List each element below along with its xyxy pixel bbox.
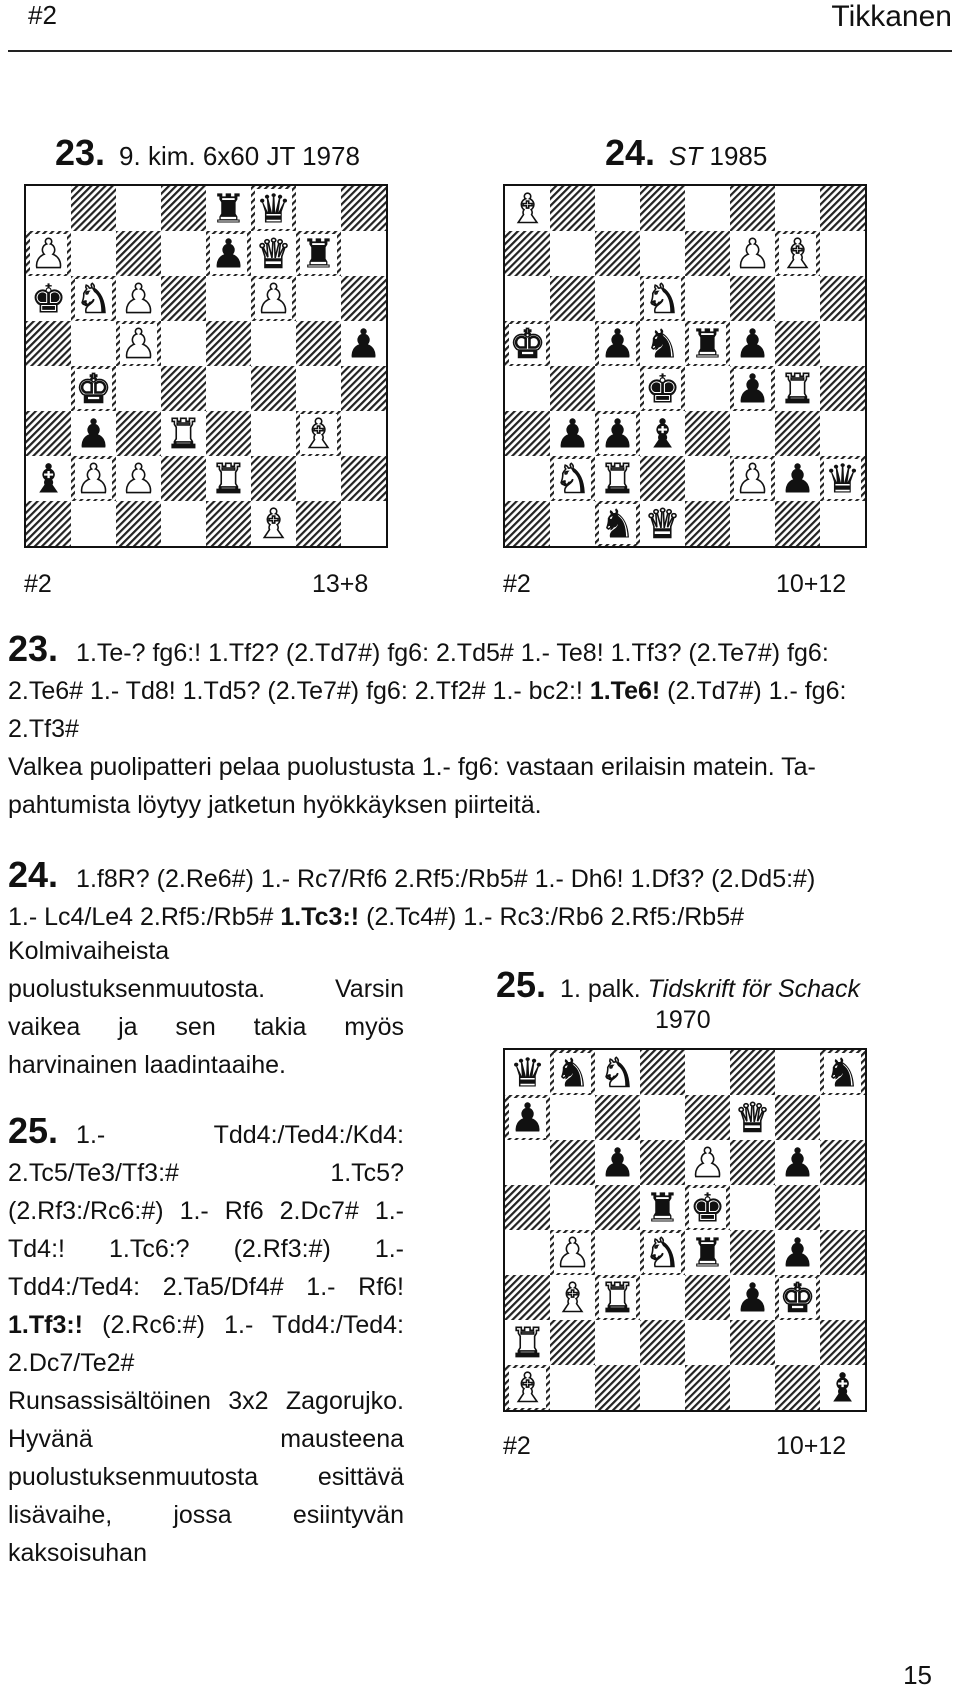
white-rook-icon: ♜ [210, 456, 247, 503]
black-pawn-icon: ♟ [779, 456, 816, 503]
stipulation-23: #2 [24, 570, 52, 598]
dark-square [26, 501, 71, 546]
dark-square [341, 456, 386, 501]
white-bishop-icon: ♝ [509, 1365, 546, 1410]
solution-24-comment [8, 932, 404, 1084]
dark-square [685, 1365, 730, 1410]
dark-square [595, 231, 640, 276]
problem-source: 1. palk. [560, 975, 641, 1003]
white-rook-icon: ♜ [599, 1275, 636, 1322]
black-bishop-icon: ♝ [30, 456, 67, 503]
dark-square [206, 321, 251, 366]
white-queen-icon: ♛ [734, 1095, 771, 1142]
white-pawn-icon: ♟ [255, 276, 292, 323]
white-knight-icon: ♞ [554, 456, 591, 503]
dark-square [116, 411, 161, 456]
piece-count-25: 10+12 [776, 1432, 847, 1460]
white-pawn-icon: ♟ [689, 1140, 726, 1187]
solution-23 [8, 630, 846, 824]
white-rook-icon: ♜ [599, 456, 636, 503]
problem-25-title [496, 964, 860, 1006]
white-knight-icon: ♞ [75, 276, 112, 323]
dark-square [640, 456, 685, 501]
white-pawn-icon: ♟ [120, 456, 157, 503]
black-knight-icon: ♞ [644, 321, 681, 368]
black-knight-icon: ♞ [599, 501, 636, 546]
dark-square [505, 1275, 550, 1320]
white-bishop-icon: ♝ [779, 231, 816, 278]
white-knight-icon: ♞ [644, 276, 681, 323]
solution-comment: Kolmivaiheista puolustuksenmuutosta. Varsin vaikea ja sen takia myös harvinainen laadintaaihe. [8, 937, 404, 1079]
dark-square [730, 1050, 775, 1095]
dark-square [685, 501, 730, 546]
dark-square [730, 1320, 775, 1365]
dark-square [341, 366, 386, 411]
white-bishop-icon: ♝ [255, 501, 292, 546]
black-pawn-icon: ♟ [599, 1140, 636, 1187]
solution-line: (2.Td7#) 1.- fg6: [660, 677, 847, 705]
black-pawn-icon: ♟ [210, 231, 247, 278]
black-king-icon: ♚ [689, 1185, 726, 1232]
dark-square [820, 366, 865, 411]
dark-square [730, 1140, 775, 1185]
dark-square [505, 1185, 550, 1230]
dark-square [685, 411, 730, 456]
black-rook-icon: ♜ [689, 1230, 726, 1277]
white-queen-icon: ♛ [255, 231, 292, 278]
dark-square [595, 1095, 640, 1140]
dark-square [640, 1320, 685, 1365]
white-pawn-icon: ♟ [734, 231, 771, 278]
solution-number: 25. [8, 1110, 59, 1151]
dark-square [296, 321, 341, 366]
board-svg [505, 1050, 865, 1410]
dark-square [775, 1095, 820, 1140]
black-rook-icon: ♜ [644, 1185, 681, 1232]
key-move: 1.Te6! [589, 677, 661, 705]
solution-line: 2.Tf3# [8, 715, 79, 743]
dark-square [820, 1320, 865, 1365]
dark-square [640, 1140, 685, 1185]
dark-square [296, 501, 341, 546]
key-move: 1.Tf3:! [8, 1311, 83, 1339]
black-pawn-icon: ♟ [734, 366, 771, 413]
white-king-icon: ♚ [509, 321, 546, 368]
dark-square [730, 186, 775, 231]
black-bishop-icon: ♝ [824, 1365, 861, 1410]
solution-number: 23. [8, 628, 59, 669]
black-king-icon: ♚ [644, 366, 681, 413]
board-svg [505, 186, 865, 546]
dark-square [161, 186, 206, 231]
dark-square [775, 411, 820, 456]
dark-square [341, 276, 386, 321]
problem-number: 24. [605, 132, 656, 173]
black-queen-icon: ♛ [255, 186, 292, 233]
dark-square [550, 186, 595, 231]
black-pawn-icon: ♟ [345, 321, 382, 368]
dark-square [341, 186, 386, 231]
problem-source-italic: Tidskrift för Schack [647, 975, 860, 1003]
black-queen-icon: ♛ [509, 1050, 546, 1097]
dark-square [26, 411, 71, 456]
black-knight-icon: ♞ [554, 1050, 591, 1097]
white-king-icon: ♚ [779, 1275, 816, 1322]
dark-square [820, 1140, 865, 1185]
white-bishop-icon: ♝ [300, 411, 337, 458]
white-knight-icon: ♞ [644, 1230, 681, 1277]
dark-square [116, 231, 161, 276]
dark-square [685, 1095, 730, 1140]
dark-square [505, 411, 550, 456]
white-rook-icon: ♜ [509, 1320, 546, 1367]
white-queen-icon: ♛ [644, 501, 681, 546]
dark-square [550, 1320, 595, 1365]
header-author: Tikkanen [831, 0, 952, 33]
dark-square [730, 1230, 775, 1275]
black-bishop-icon: ♝ [644, 411, 681, 458]
black-pawn-icon: ♟ [599, 321, 636, 368]
chess-board-23 [24, 184, 388, 548]
dark-square [730, 276, 775, 321]
problem-source: 1985 [709, 141, 768, 171]
stipulation-25: #2 [503, 1432, 531, 1460]
black-pawn-icon: ♟ [554, 411, 591, 458]
board-svg [26, 186, 386, 546]
solution-24 [8, 856, 815, 936]
dark-square [505, 231, 550, 276]
white-pawn-icon: ♟ [554, 1230, 591, 1277]
black-knight-icon: ♞ [824, 1050, 861, 1097]
black-rook-icon: ♜ [689, 321, 726, 368]
white-pawn-icon: ♟ [120, 321, 157, 368]
white-pawn-icon: ♟ [120, 276, 157, 323]
solution-line: 2.Te6# 1.- Td8! 1.Td5? (2.Te7#) fg6: 2.Tf2# 1.- bc2:! [8, 677, 590, 705]
dark-square [640, 186, 685, 231]
black-king-icon: ♚ [30, 276, 67, 323]
white-pawn-icon: ♟ [30, 231, 67, 278]
problem-23-title [55, 132, 360, 174]
dark-square [251, 456, 296, 501]
solution-line: 1.Te-? fg6:! 1.Tf2? (2.Td7#) fg6: 2.Td5# 1.- Te8! 1.Tf3? (2.Te7#) fg6: [76, 639, 829, 667]
black-pawn-icon: ♟ [75, 411, 112, 458]
black-pawn-icon: ♟ [734, 321, 771, 368]
dark-square [161, 276, 206, 321]
white-king-icon: ♚ [75, 366, 112, 413]
dark-square [685, 1275, 730, 1320]
dark-square [550, 366, 595, 411]
dark-square [640, 1050, 685, 1095]
dark-square [161, 456, 206, 501]
solution-comment: Valkea puolipatteri pelaa puolustusta 1.- fg6: vastaan erilaisin matein. Ta- [8, 753, 816, 781]
stipulation-24: #2 [503, 570, 531, 598]
dark-square [820, 186, 865, 231]
dark-square [550, 276, 595, 321]
solution-comment: Runsassisältöinen 3x2 Zagorujko. Hyvänä mausteena puolustuksenmuutosta esittävä lisävaihe, jossa esiintyvän kaksoisuhan [8, 1387, 404, 1567]
dark-square [685, 231, 730, 276]
white-rook-icon: ♜ [779, 366, 816, 413]
dark-square [775, 1365, 820, 1410]
page-number: 15 [903, 1660, 932, 1690]
header-stipulation: #2 [28, 0, 57, 30]
problem-number: 25. [496, 964, 547, 1005]
chess-board-24 [503, 184, 867, 548]
dark-square [775, 321, 820, 366]
dark-square [505, 501, 550, 546]
white-bishop-icon: ♝ [509, 186, 546, 233]
solution-line: (2.Tc4#) 1.- Rc3:/Rb6 2.Rf5:/Rb5# [359, 903, 745, 931]
piece-count-23: 13+8 [312, 570, 369, 598]
dark-square [820, 276, 865, 321]
white-rook-icon: ♜ [165, 411, 202, 458]
key-move: 1.Tc3:! [280, 903, 360, 931]
dark-square [116, 501, 161, 546]
dark-square [595, 1185, 640, 1230]
dark-square [206, 411, 251, 456]
white-bishop-icon: ♝ [554, 1275, 591, 1322]
dark-square [775, 1185, 820, 1230]
solution-line: 1.f8R? (2.Re6#) 1.- Rc7/Rf6 2.Rf5:/Rb5# 1.- Dh6! 1.Df3? (2.Dd5:#) [76, 865, 816, 893]
dark-square [595, 1365, 640, 1410]
black-pawn-icon: ♟ [734, 1275, 771, 1322]
solution-number: 24. [8, 854, 59, 895]
black-pawn-icon: ♟ [779, 1140, 816, 1187]
solution-25 [8, 1112, 404, 1572]
solution-comment: pahtumista löytyy jatketun hyökkäyksen piirteitä. [8, 791, 542, 819]
problem-source-italic: ST [669, 141, 703, 171]
solution-line: 1.- Lc4/Le4 2.Rf5:/Rb5# [8, 903, 281, 931]
solution-text: (2.Rc6:#) 1.- Tdd4:/Ted4: 2.Dc7/Te2# [8, 1311, 404, 1377]
problem-source: 9. kim. 6x60 JT 1978 [119, 141, 360, 171]
dark-square [820, 1230, 865, 1275]
black-rook-icon: ♜ [210, 186, 247, 233]
white-pawn-icon: ♟ [75, 456, 112, 503]
dark-square [251, 366, 296, 411]
solution-text: 1.- Tdd4:/Ted4:/Kd4: 2.Tc5/Te3/Tf3:# 1.Tc5? (2.Rf3:/Rc6:#) 1.- Rf6 2.Dc7# 1.- Td4:! 1.Tc6:? (2.Rf3:#) 1.- Tdd4:/Ted4: 2.Ta5/Df4# 1.- Rf6! [8, 1121, 404, 1301]
white-pawn-icon: ♟ [734, 456, 771, 503]
problem-25-year: 1970 [655, 1006, 711, 1034]
black-pawn-icon: ♟ [779, 1230, 816, 1277]
dark-square [775, 501, 820, 546]
white-knight-icon: ♞ [599, 1050, 636, 1097]
dark-square [26, 321, 71, 366]
dark-square [550, 1140, 595, 1185]
chess-board-25 [503, 1048, 867, 1412]
black-queen-icon: ♛ [824, 456, 861, 503]
problem-24-title [605, 132, 767, 174]
dark-square [71, 186, 116, 231]
dark-square [206, 501, 251, 546]
black-pawn-icon: ♟ [509, 1095, 546, 1142]
black-pawn-icon: ♟ [599, 411, 636, 458]
black-rook-icon: ♜ [300, 231, 337, 278]
header-rule [8, 50, 952, 52]
problem-number: 23. [55, 132, 106, 173]
dark-square [161, 366, 206, 411]
piece-count-24: 10+12 [776, 570, 847, 598]
